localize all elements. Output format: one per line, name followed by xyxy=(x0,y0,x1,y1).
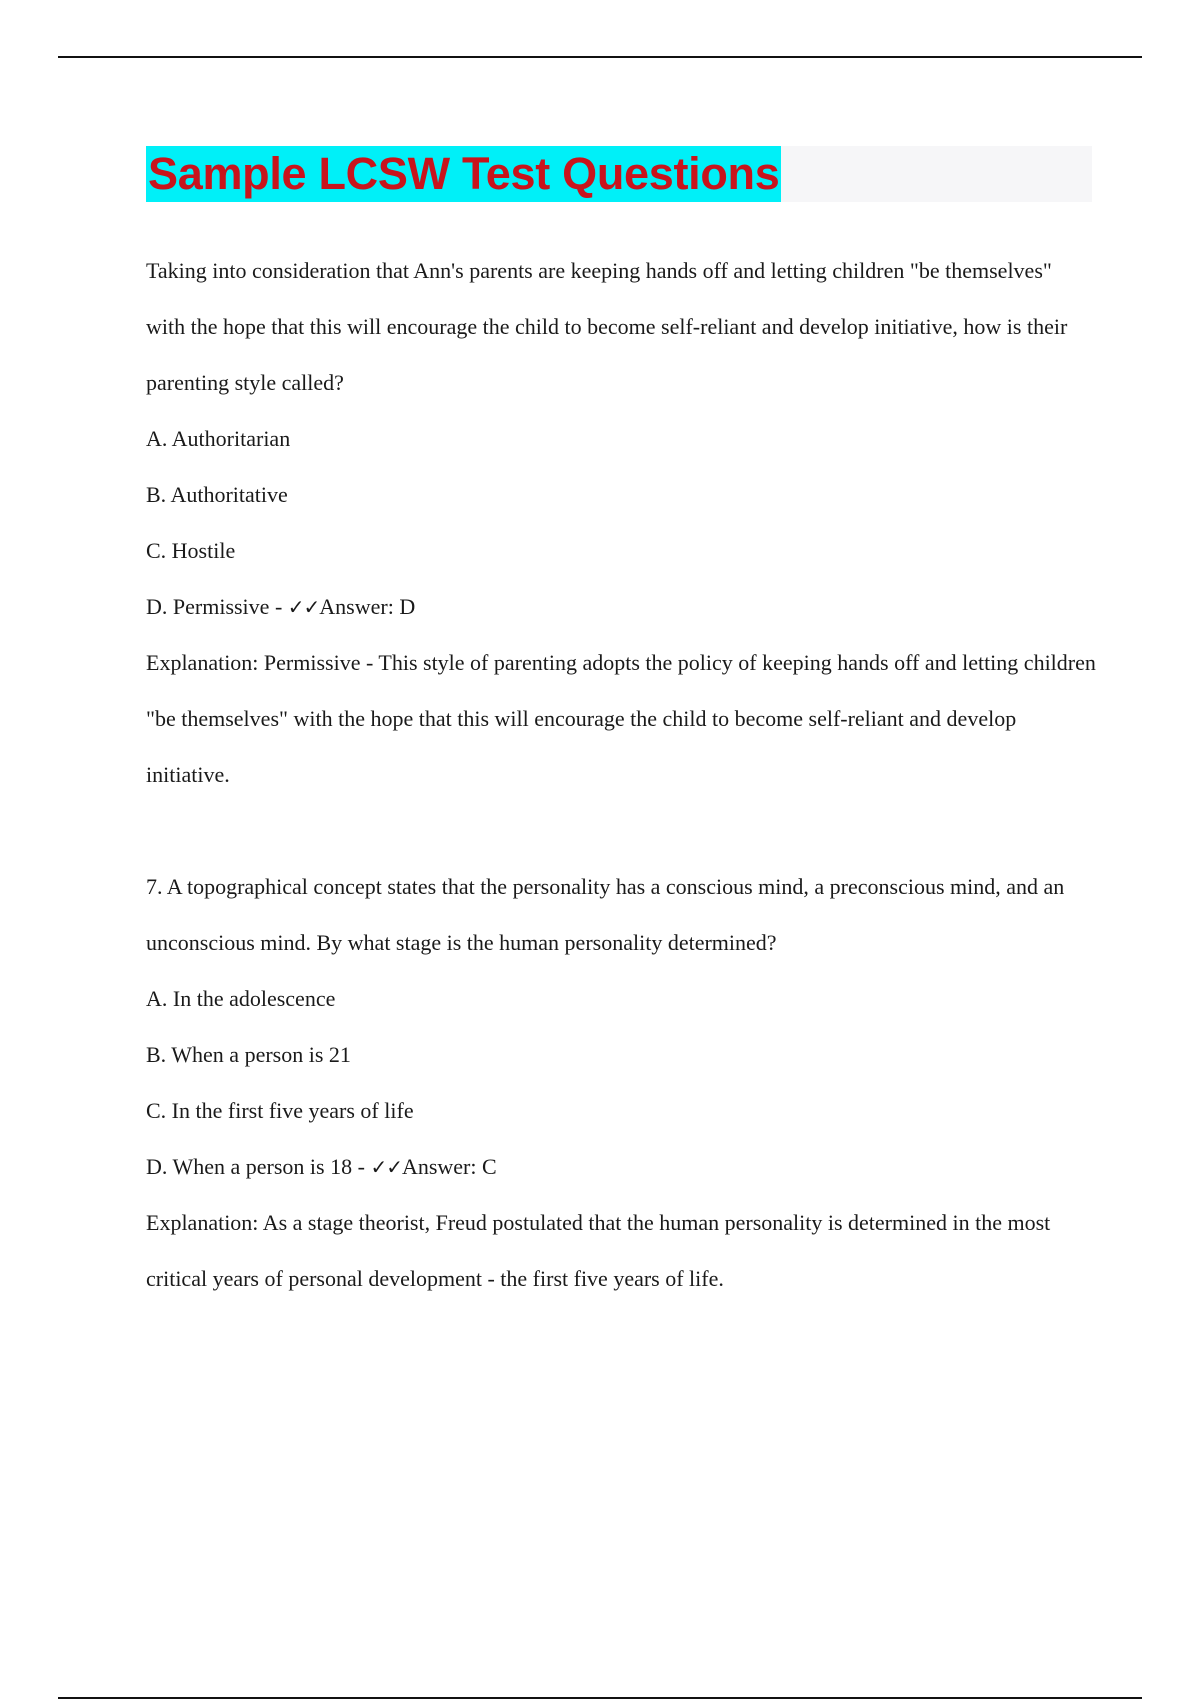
answer-key: Answer: D xyxy=(319,594,416,619)
answer-key: Answer: C xyxy=(401,1154,497,1179)
bottom-rule xyxy=(58,1697,1142,1699)
top-rule xyxy=(58,56,1142,58)
question-prompt: 7. A topographical concept states that the personality has a conscious mind, a preconscious mind, and an unconscious mind. By what stage is the human personality determined? xyxy=(146,874,1065,955)
answer-option: B. When a person is 21 xyxy=(146,1042,351,1067)
answer-option-label: D. When a person is 18 - xyxy=(146,1154,371,1179)
answer-option-with-key xyxy=(146,579,1096,635)
answer-option: C. In the first five years of life xyxy=(146,1098,414,1123)
checkmark-icon: ✓✓ xyxy=(370,1155,402,1179)
question-block xyxy=(146,243,1096,803)
answer-option: C. Hostile xyxy=(146,538,236,563)
checkmark-icon: ✓✓ xyxy=(287,595,320,619)
document-title: Sample LCSW Test Questions xyxy=(146,146,781,202)
explanation: Explanation: Permissive - This style of parenting adopts the policy of keeping hands off and letting children "be themselves" with the hope that this will encourage the child to become self-reliant and develop initiative. xyxy=(146,650,1096,787)
answer-option: B. Authoritative xyxy=(146,482,288,507)
document-body xyxy=(146,243,1096,1307)
answer-option-with-key xyxy=(146,1139,1096,1195)
question-prompt: Taking into consideration that Ann's parents are keeping hands off and letting children "be themselves" with the hope that this will encourage the child to become self-reliant and develop initiative, how is their parenting style called? xyxy=(146,258,1068,395)
explanation: Explanation: As a stage theorist, Freud postulated that the human personality is determined in the most critical years of personal development - the first five years of life. xyxy=(146,1210,1051,1291)
spacer xyxy=(146,803,1096,859)
answer-option: A. In the adolescence xyxy=(146,986,336,1011)
answer-option-label: D. Permissive - xyxy=(146,594,288,619)
answer-option: A. Authoritarian xyxy=(146,426,291,451)
question-block xyxy=(146,859,1096,1307)
